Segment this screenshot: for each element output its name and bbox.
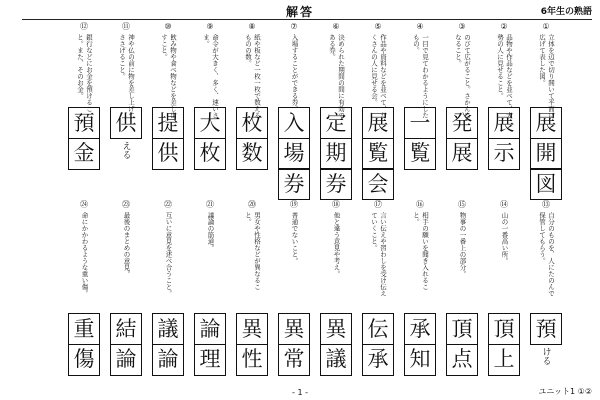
- okurigana: える: [120, 140, 131, 159]
- answer-boxes: [361, 313, 395, 374]
- answer-kanji-box: 大: [194, 107, 226, 139]
- question-number: ⑦: [290, 22, 298, 31]
- answer-kanji-box: 発: [446, 107, 478, 139]
- question-number: ⑭: [500, 200, 508, 209]
- answer-boxes: [67, 313, 101, 374]
- question-text: 相手の願いを聞き入れること。: [412, 212, 429, 290]
- answer-kanji-box: 会: [362, 168, 394, 200]
- question-number: ⑪: [122, 22, 130, 31]
- answer-kanji-box: 数: [236, 138, 268, 170]
- question-number: ④: [416, 22, 424, 31]
- answer-kanji-box: 展: [362, 107, 394, 139]
- question-text: 山の一番高い所。: [500, 212, 509, 264]
- answer-kanji-box: 提: [152, 107, 184, 139]
- question-number: ⑰: [374, 200, 382, 209]
- unit-label: ユニット1 ①②: [538, 387, 592, 396]
- question-text: 互いに意見を述べ合うこと。: [164, 212, 173, 297]
- answer-kanji-box: 論: [110, 344, 142, 376]
- question-text: 言い伝えや習わしを受け伝えていくこと。: [370, 212, 387, 297]
- okurigana: ける: [540, 346, 551, 365]
- answer-kanji-box: 知: [404, 344, 436, 376]
- question-bottom_row-1: [488, 200, 520, 302]
- answer-kanji-box: 重: [68, 313, 100, 345]
- question-number: ①: [542, 22, 550, 31]
- page-title: 解答: [285, 5, 314, 19]
- answer-kanji-box: 枚: [236, 107, 268, 139]
- question-text: 最後のまとめの意見。: [122, 212, 131, 277]
- question-text: 他と違う意見や考え。: [332, 212, 341, 277]
- question-bottom_row-3: [404, 200, 436, 302]
- question-number: ⑧: [248, 22, 256, 31]
- question-bottom_row-11: [68, 200, 100, 302]
- question-text: 自分のものを、人にたのんで保管してもらう。: [538, 212, 555, 297]
- question-bottom_row-7: [236, 200, 268, 302]
- answer-kanji-box: 伝: [362, 313, 394, 345]
- answer-kanji-box: 結: [110, 313, 142, 345]
- answer-kanji-box: 金: [68, 138, 100, 170]
- question-text: 決められた期間の間に有効である券。: [328, 34, 345, 119]
- answer-kanji-box: 異: [320, 313, 352, 345]
- question-text: のびて広がること。さかんになること。: [454, 34, 471, 119]
- question-text: 命にかかわるような重い傷。: [80, 212, 89, 297]
- answer-boxes: [235, 313, 269, 374]
- question-number: ⑬: [542, 200, 550, 209]
- question-number: ㉒: [164, 200, 172, 209]
- question-text: 一目で見てわかるようにしたもの。: [412, 34, 429, 119]
- answer-kanji-box: 図: [530, 168, 562, 200]
- question-text: 議論の筋道。: [206, 212, 215, 251]
- question-text: 普通でないこと。: [290, 212, 299, 264]
- page-number: - 1 -: [292, 388, 308, 397]
- answer-kanji-box: 枚: [194, 138, 226, 170]
- answer-boxes: [403, 313, 437, 374]
- question-bottom_row-9: [152, 200, 184, 302]
- question-text: 飲み物や食べ物などを差し出すこと。: [160, 34, 177, 119]
- answer-kanji-box: 定: [320, 107, 352, 139]
- answer-kanji-box: 展: [530, 107, 562, 139]
- answer-boxes: [235, 107, 269, 168]
- answer-kanji-box: 場: [278, 138, 310, 170]
- answer-boxes: [109, 107, 143, 159]
- answer-boxes: [319, 107, 353, 199]
- answer-kanji-box: 覧: [404, 138, 436, 170]
- answer-kanji-box: 供: [110, 107, 142, 139]
- answer-kanji-box: 理: [194, 344, 226, 376]
- question-bottom_row-4: [362, 200, 394, 302]
- question-text: 物事の一番上の部分。: [458, 212, 467, 277]
- answer-kanji-box: 論: [194, 313, 226, 345]
- answer-boxes: [67, 107, 101, 168]
- answer-boxes: [277, 107, 311, 199]
- page-subtitle: 6年生の熟語: [540, 7, 592, 17]
- question-bottom_row-6: [278, 200, 310, 302]
- question-number: ⑲: [290, 200, 298, 209]
- answer-kanji-box: 覧: [362, 138, 394, 170]
- answer-boxes: [193, 107, 227, 168]
- question-text: 男女や性格などが異なること。: [244, 212, 261, 290]
- question-text: 紙や板など一枚一枚で数えるものの数。: [244, 34, 261, 119]
- question-text: 命令が大きく、多く、速いさま。: [202, 34, 219, 119]
- question-number: ⑤: [374, 22, 382, 31]
- question-bottom_row-0: [530, 200, 562, 302]
- answer-boxes: [319, 313, 353, 374]
- answer-kanji-box: 議: [320, 344, 352, 376]
- answer-boxes: [361, 107, 395, 199]
- answer-kanji-box: 承: [404, 313, 436, 345]
- answer-kanji-box: 券: [278, 168, 310, 200]
- header-divider: [22, 19, 592, 20]
- answer-boxes: [151, 107, 185, 168]
- answer-kanji-box: 供: [152, 138, 184, 170]
- answer-boxes: [403, 107, 437, 168]
- question-text: 作品や資料などを並べて、たくさんの人に見せる会。: [370, 34, 387, 119]
- answer-boxes: [445, 313, 479, 374]
- answer-kanji-box: 性: [236, 344, 268, 376]
- answer-kanji-box: 上: [488, 344, 520, 376]
- answer-boxes: [487, 313, 521, 374]
- question-number: ③: [458, 22, 466, 31]
- question-number: ㉓: [122, 200, 130, 209]
- answer-kanji-box: 頂: [446, 313, 478, 345]
- question-bottom_row-2: [446, 200, 478, 302]
- answer-boxes: [109, 313, 143, 374]
- question-number: ⑱: [332, 200, 340, 209]
- answer-kanji-box: 承: [362, 344, 394, 376]
- question-text: 品物や作品などを並べて、大勢の人に見せること。: [496, 34, 513, 119]
- question-number: ②: [500, 22, 508, 31]
- answer-kanji-box: 異: [236, 313, 268, 345]
- answer-kanji-box: 傷: [68, 344, 100, 376]
- question-number: ⑫: [80, 22, 88, 31]
- question-number: ⑥: [332, 22, 340, 31]
- answer-kanji-box: 頂: [488, 313, 520, 345]
- question-number: ㉑: [206, 200, 214, 209]
- answer-kanji-box: 点: [446, 344, 478, 376]
- question-number: ⑩: [164, 22, 172, 31]
- question-number: ㉔: [80, 200, 88, 209]
- question-number: ⑯: [416, 200, 424, 209]
- answer-boxes: [529, 313, 563, 365]
- question-bottom_row-10: [110, 200, 142, 302]
- answer-kanji-box: 展: [488, 107, 520, 139]
- answer-kanji-box: 常: [278, 344, 310, 376]
- question-text: 銀行などにお金を預けること。また、そのお金。: [76, 34, 93, 112]
- answer-kanji-box: 論: [152, 344, 184, 376]
- question-bottom_row-5: [320, 200, 352, 302]
- answer-kanji-box: 券: [320, 168, 352, 200]
- answer-kanji-box: 示: [488, 138, 520, 170]
- answer-kanji-box: 預: [530, 313, 562, 345]
- answer-kanji-box: 開: [530, 138, 562, 170]
- question-text: 入場することができる券。: [290, 34, 299, 112]
- answer-boxes: [277, 313, 311, 374]
- answer-kanji-box: 預: [68, 107, 100, 139]
- answer-boxes: [151, 313, 185, 374]
- question-text: 立体を辺で切り開いて平面に広げて表した図。: [538, 34, 555, 119]
- answer-boxes: [193, 313, 227, 374]
- answer-kanji-box: 期: [320, 138, 352, 170]
- question-text: 神や仏の前に物を差し上げてささげること。: [118, 34, 135, 119]
- answer-boxes: [445, 107, 479, 168]
- question-number: ⑮: [458, 200, 466, 209]
- question-bottom_row-8: [194, 200, 226, 302]
- answer-kanji-box: 議: [152, 313, 184, 345]
- answer-kanji-box: 一: [404, 107, 436, 139]
- question-number: ⑳: [248, 200, 256, 209]
- answer-kanji-box: 入: [278, 107, 310, 139]
- answer-kanji-box: 展: [446, 138, 478, 170]
- answer-boxes: [529, 107, 563, 199]
- question-number: ⑨: [206, 22, 214, 31]
- answer-boxes: [487, 107, 521, 168]
- answer-kanji-box: 異: [278, 313, 310, 345]
